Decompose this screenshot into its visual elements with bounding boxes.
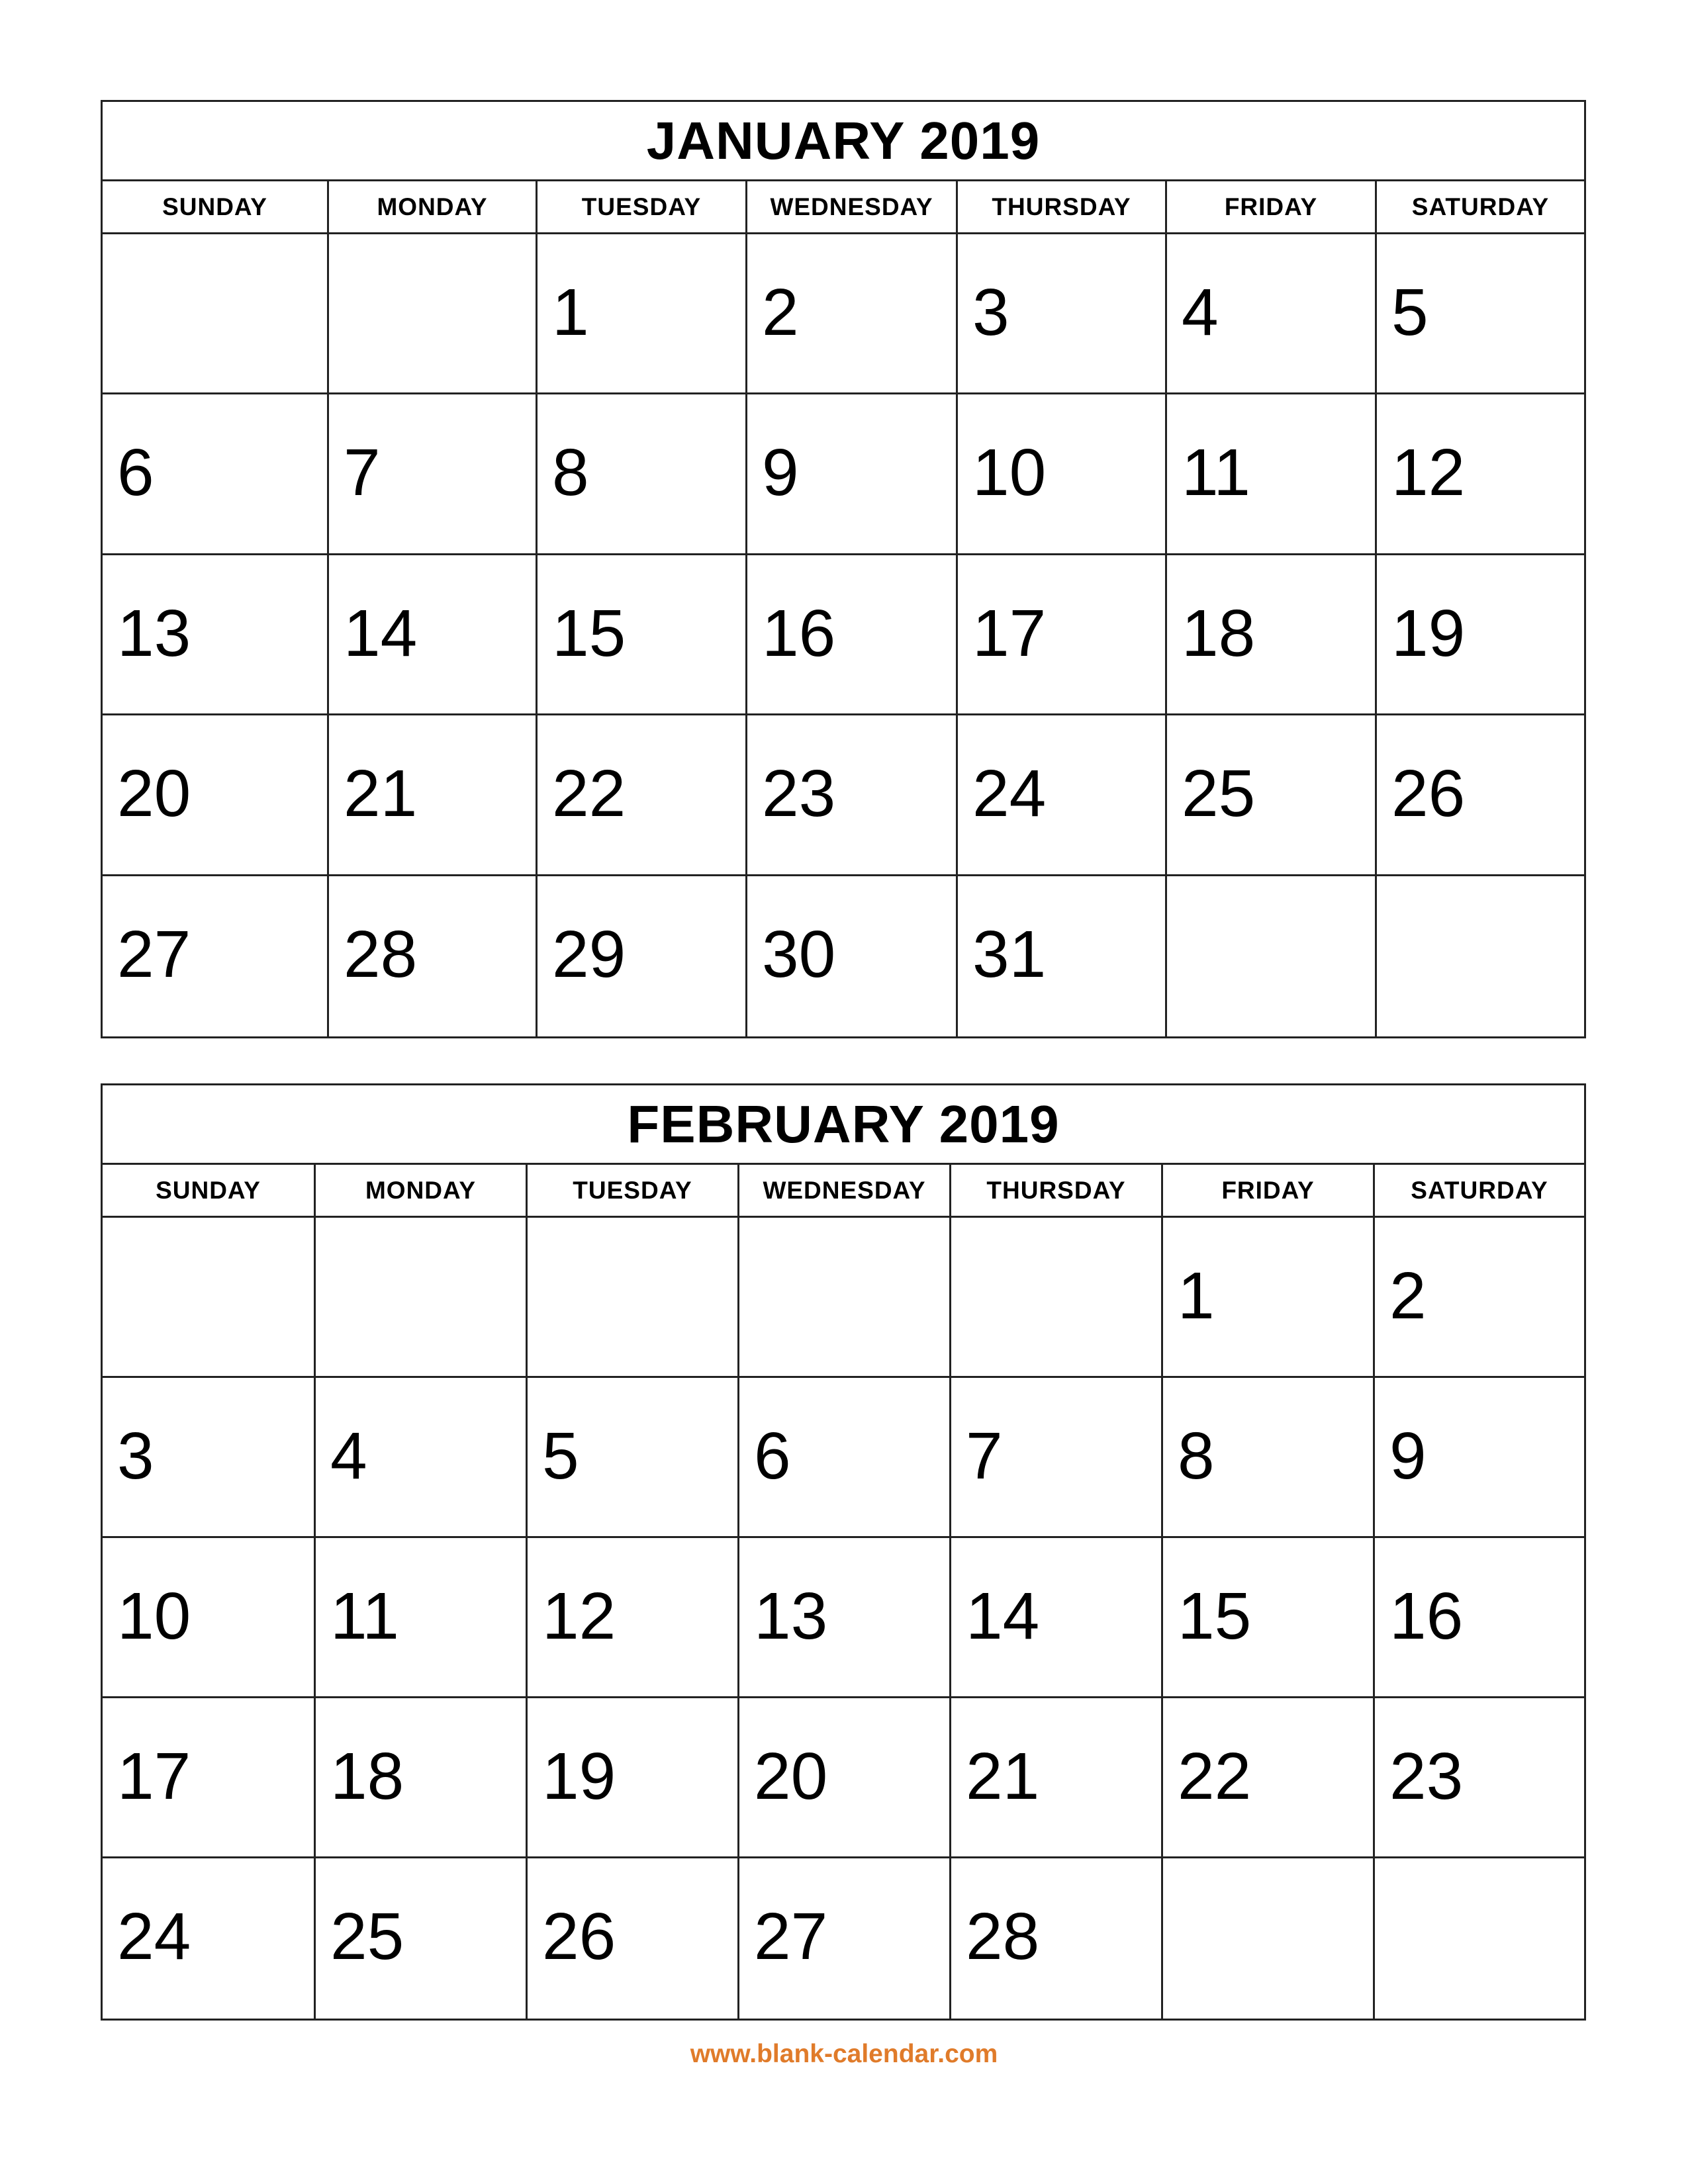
empty-day-cell: [1167, 876, 1377, 1036]
weekday-thursday: THURSDAY: [951, 1165, 1163, 1216]
day-number: 27: [117, 917, 191, 991]
day-number: 20: [754, 1739, 828, 1813]
weekday-thursday: THURSDAY: [958, 181, 1167, 232]
day-number: 1: [552, 275, 589, 349]
day-cell: [103, 715, 329, 876]
weekday-tuesday: TUESDAY: [528, 1165, 739, 1216]
day-number: 3: [117, 1419, 154, 1493]
day-number: 22: [552, 756, 626, 831]
weekday-header: [103, 181, 1584, 234]
day-cell: [538, 234, 747, 394]
day-number: 24: [117, 1899, 191, 1974]
day-cell: [958, 876, 1167, 1036]
day-cell: [1377, 394, 1584, 555]
day-cell: [1163, 1698, 1375, 1858]
day-number: 21: [344, 756, 418, 831]
day-cell: [1377, 715, 1584, 876]
day-number: 28: [344, 917, 418, 991]
day-cell: [103, 1698, 316, 1858]
day-cell: [951, 1378, 1163, 1538]
weekday-saturday: SATURDAY: [1411, 193, 1550, 220]
empty-day-cell: [951, 1218, 1163, 1378]
day-cell: [1167, 394, 1377, 555]
weekday-wednesday: WEDNESDAY: [739, 1165, 951, 1216]
weekday-header: [103, 1165, 1584, 1218]
day-number: 4: [330, 1419, 367, 1493]
day-number: 17: [117, 1739, 191, 1813]
day-cell: [329, 394, 538, 555]
day-number: 18: [1182, 596, 1256, 670]
day-number: 8: [1178, 1419, 1215, 1493]
weekday-monday: MONDAY: [329, 181, 538, 232]
day-cell: [747, 715, 958, 876]
day-cell: [329, 555, 538, 715]
day-cell: [1375, 1538, 1584, 1698]
day-number: 19: [1391, 596, 1466, 670]
day-number: 30: [762, 917, 836, 991]
day-number: 16: [1389, 1579, 1464, 1653]
day-number: 13: [754, 1579, 828, 1653]
day-cell: [958, 394, 1167, 555]
day-cell: [1377, 555, 1584, 715]
day-number: 6: [117, 435, 154, 510]
day-number: 24: [972, 756, 1047, 831]
day-number: 2: [1389, 1259, 1427, 1333]
day-number: 3: [972, 275, 1009, 349]
day-cell: [951, 1698, 1163, 1858]
day-number: 6: [754, 1419, 791, 1493]
day-number: 25: [1182, 756, 1256, 831]
day-cell: [316, 1538, 528, 1698]
weekday-wednesday: WEDNESDAY: [747, 181, 958, 232]
day-cell: [1167, 715, 1377, 876]
day-number: 25: [330, 1899, 404, 1974]
day-cell: [1163, 1538, 1375, 1698]
day-number: 11: [330, 1579, 399, 1653]
day-cell: [316, 1698, 528, 1858]
day-number: 2: [762, 275, 799, 349]
empty-day-cell: [103, 1218, 316, 1378]
day-cell: [958, 715, 1167, 876]
day-cell: [951, 1538, 1163, 1698]
day-cell: [1375, 1218, 1584, 1378]
day-cell: [103, 394, 329, 555]
day-cell: [958, 234, 1167, 394]
day-number: 18: [330, 1739, 404, 1813]
day-cell: [103, 1538, 316, 1698]
day-number: 5: [542, 1419, 579, 1493]
weekday-sunday: SUNDAY: [103, 1165, 316, 1216]
calendar-february: [101, 1083, 1586, 2021]
day-grid: [103, 234, 1584, 1036]
day-number: 15: [1178, 1579, 1252, 1653]
day-cell: [329, 715, 538, 876]
day-cell: [739, 1698, 951, 1858]
empty-day-cell: [739, 1218, 951, 1378]
empty-day-cell: [528, 1218, 739, 1378]
day-number: 26: [1391, 756, 1466, 831]
day-number: 10: [972, 435, 1047, 510]
day-number: 4: [1182, 275, 1219, 349]
day-number: 5: [1391, 275, 1429, 349]
day-number: 7: [344, 435, 381, 510]
day-cell: [528, 1538, 739, 1698]
day-cell: [747, 876, 958, 1036]
day-cell: [103, 555, 329, 715]
day-number: 28: [966, 1899, 1040, 1974]
day-number: 22: [1178, 1739, 1252, 1813]
weekday-sunday: SUNDAY: [103, 181, 329, 232]
day-cell: [1377, 234, 1584, 394]
day-number: 20: [117, 756, 191, 831]
day-number: 29: [552, 917, 626, 991]
day-number: 12: [1391, 435, 1466, 510]
weekday-friday: FRIDAY: [1163, 1165, 1375, 1216]
day-number: 9: [762, 435, 799, 510]
day-cell: [103, 876, 329, 1036]
day-cell: [958, 555, 1167, 715]
month-title: JANUARY 2019: [103, 102, 1584, 181]
weekday-tuesday: TUESDAY: [538, 181, 747, 232]
month-title: FEBRUARY 2019: [103, 1085, 1584, 1165]
day-grid: [103, 1218, 1584, 2019]
day-number: 14: [966, 1579, 1040, 1653]
day-cell: [103, 1858, 316, 2019]
day-cell: [1163, 1378, 1375, 1538]
day-number: 26: [542, 1899, 616, 1974]
day-number: 7: [966, 1419, 1003, 1493]
day-cell: [538, 715, 747, 876]
day-cell: [747, 234, 958, 394]
day-number: 14: [344, 596, 418, 670]
empty-day-cell: [1163, 1858, 1375, 2019]
day-number: 21: [966, 1739, 1040, 1813]
calendar-january: [101, 100, 1586, 1038]
day-number: 11: [1182, 435, 1250, 510]
day-cell: [538, 394, 747, 555]
empty-day-cell: [1375, 1858, 1584, 2019]
day-cell: [316, 1858, 528, 2019]
day-cell: [739, 1538, 951, 1698]
day-cell: [316, 1378, 528, 1538]
day-cell: [1167, 234, 1377, 394]
day-cell: [538, 555, 747, 715]
day-cell: [1163, 1218, 1375, 1378]
day-number: 27: [754, 1899, 828, 1974]
empty-day-cell: [316, 1218, 528, 1378]
empty-day-cell: [103, 234, 329, 394]
day-cell: [1375, 1698, 1584, 1858]
day-number: 8: [552, 435, 589, 510]
day-cell: [1375, 1378, 1584, 1538]
weekday-saturday: SATURDAY: [1411, 1176, 1548, 1204]
day-number: 9: [1389, 1419, 1427, 1493]
day-cell: [538, 876, 747, 1036]
day-cell: [528, 1858, 739, 2019]
day-number: 16: [762, 596, 836, 670]
day-cell: [1167, 555, 1377, 715]
day-cell: [747, 555, 958, 715]
day-number: 23: [1389, 1739, 1464, 1813]
day-number: 19: [542, 1739, 616, 1813]
weekday-monday: MONDAY: [316, 1165, 528, 1216]
day-cell: [747, 394, 958, 555]
day-number: 17: [972, 596, 1047, 670]
day-cell: [951, 1858, 1163, 2019]
day-number: 23: [762, 756, 836, 831]
day-cell: [739, 1858, 951, 2019]
day-number: 12: [542, 1579, 616, 1653]
empty-day-cell: [329, 234, 538, 394]
day-cell: [329, 876, 538, 1036]
empty-day-cell: [1377, 876, 1584, 1036]
day-number: 10: [117, 1579, 191, 1653]
day-cell: [528, 1698, 739, 1858]
day-number: 15: [552, 596, 626, 670]
day-cell: [528, 1378, 739, 1538]
day-number: 13: [117, 596, 191, 670]
day-number: 31: [972, 917, 1047, 991]
day-cell: [739, 1378, 951, 1538]
day-number: 1: [1178, 1259, 1215, 1333]
footer-website-link[interactable]: www.blank-calendar.com: [690, 2040, 998, 2068]
day-cell: [103, 1378, 316, 1538]
weekday-friday: FRIDAY: [1167, 181, 1377, 232]
